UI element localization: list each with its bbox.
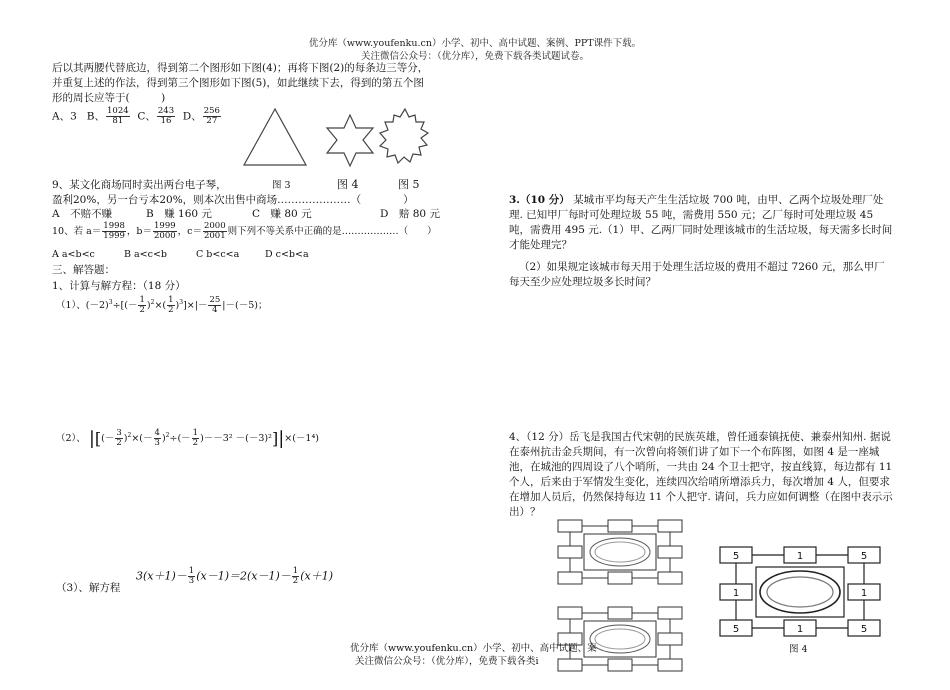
q3-title: 3.（10 分） <box>509 194 570 206</box>
q10-c-fraction: $\frac{2000}{2001}$ <box>203 221 226 241</box>
q8-option-d-label: D、 <box>182 110 202 123</box>
q4-body: 岳飞是我国古代宋朝的民族英雄，曾任通泰镇抚使、兼泰州知州. 据说在泰州抗击金兵期间，有一次曾向将领们讲了如下一个布阵图，如图 4 是一座城池，在城池的四周设了八个哨所，一共由 24 个卫士把守，按直线算，每边都有 11 个人，后来由于军情发生变化，连续四次给哨所增添兵力，每次增加 4 人，但要求在增加人员后，仍然保持每边 11 个人把守. 请问，兵力应如何调整（在图中表示示出）？ <box>509 431 893 518</box>
q3-text <box>509 193 895 253</box>
triangle-figure-3 <box>244 109 306 165</box>
fig4-caption: 图 4 <box>789 644 808 655</box>
q8-option-b-fraction: $\frac{1024}{81}$ <box>107 106 129 126</box>
q4-title: 4、（12 分） <box>509 431 570 443</box>
q10-option-d: D c<b<a <box>265 249 309 260</box>
q10-c-label: ，c＝ <box>177 226 202 237</box>
q9-option-b: B 赚 160 元 <box>146 208 212 220</box>
q9-option-c: C 赚 80 元 <box>252 208 312 220</box>
q4-text <box>509 430 895 520</box>
snowflake-figure-5 <box>380 109 428 163</box>
q8-options <box>52 107 222 126</box>
q9-option-d: D 赔 80 元 <box>380 208 440 220</box>
q8-option-d-fraction: $\frac{256}{27}$ <box>203 106 220 126</box>
fig4-bottom-left: 5 <box>732 624 740 635</box>
fig4-middle-right: 1 <box>860 588 868 599</box>
q10-option-a: A a<b<c <box>52 249 95 260</box>
figure-3-label: 图 3 <box>272 180 291 191</box>
figure-4-label: 图 4 <box>337 178 359 191</box>
q3-part-2: （2）如果规定该城市每天用于处理生活垃圾的费用不超过 7260 元，那么甲厂每天至少应处理垃圾多长时间？ <box>509 261 885 288</box>
q1-part-1: （1）、$(-2)^3\div[(-$ $\frac{1}{2}$ )$^2$×( $\frac{1}{2}$ )$^3$]×|－ $\frac{25}{4}$ |－(－5)； <box>56 295 268 315</box>
q8-option-b-label: B、 <box>86 110 105 123</box>
q9-option-a: A 不赔不赚 <box>52 208 113 220</box>
q10-question <box>52 222 437 241</box>
q10-b-fraction: $\frac{1999}{2000}$ <box>154 221 176 241</box>
q8-option-c-label: C、 <box>137 110 156 123</box>
footer-line-1: 优分库（www.youfenku.cn）小学、初中、高中试题、案 <box>350 643 597 654</box>
q10-prefix: 10、若 a＝ <box>52 226 102 237</box>
q1-2-rest: －3² －(－3)² <box>213 433 272 444</box>
q9-line-1: 9、某文化商场同时卖出两台电子琴， <box>52 179 227 191</box>
q10-suffix: 则下列不等关系中正确的是………………（ ） <box>227 226 437 237</box>
q8-option-c-fraction: $\frac{243}{16}$ <box>157 106 175 126</box>
fig4-top-left: 5 <box>732 551 740 562</box>
q1-2-label: （2）、 <box>56 433 86 444</box>
fig4-top-right: 5 <box>860 551 868 562</box>
q10-b-label: ，b＝ <box>126 226 153 237</box>
q10-option-b: B a<c<b <box>124 249 167 260</box>
q1-2-tail: ×(－1⁴) <box>284 433 319 444</box>
header-line-2: 关注微信公众号：（优分库），免费下载各类试题试卷。 <box>360 51 589 62</box>
q10-a-fraction: $\frac{1998}{1999}$ <box>103 221 125 241</box>
fig4-middle-left: 1 <box>732 588 740 599</box>
q1-title: 1、计算与解方程：（18 分） <box>52 280 186 292</box>
q1-part-3-equation: 3(x＋1)－ $\frac{1}{3}$ (x－1)＝2(x－1)－ $\frac{1}{2}$ (x＋1) <box>136 566 334 586</box>
fig4-top-middle: 1 <box>796 551 804 562</box>
q10-option-c: C b<c<a <box>196 249 240 260</box>
header-line-1: 优分库（www.youfenku.cn）小学、初中、高中试题、案例、PPT课件下载。 <box>308 38 642 49</box>
star-figure-4 <box>327 115 373 166</box>
fig4-bottom-right: 5 <box>860 624 868 635</box>
q8-option-a: A、3 <box>52 110 77 123</box>
q1-part-3-label: （3）、解方程 <box>56 582 121 594</box>
q3-body: 某城市平均每天产生生活垃圾 700 吨，由甲、乙两个垃圾处理厂处理. 已知甲厂每时可处理垃圾 55 吨，需费用 550 元；乙厂每时可处理垃圾 45 吨，需费用 495 元.（1）甲、乙两厂同时处理该城市的生活垃圾，每天需多长时间才能处理完？ <box>509 194 893 251</box>
q8-line-2: 并重复上述的作法，得到第三个图形如下图(5)，如此继续下去，得到的第五个图 <box>52 77 424 89</box>
figure-5-label: 图 5 <box>398 178 420 191</box>
footer-line-2: 关注微信公众号：（优分库），免费下载各类i <box>355 656 539 667</box>
q8-line-1: 后以其两腰代替底边，得到第二个图形如下图(4)；再将下图(2)的每条边三等分， <box>52 62 429 74</box>
q9-line-2: 盈利20%，另一台亏本20%，则本次出售中商场…………………（ ） <box>52 194 414 206</box>
fig4-bottom-middle: 1 <box>796 624 804 635</box>
fort-figure-4 <box>718 545 883 640</box>
empty-fort-diagram-1 <box>556 518 686 588</box>
q1-part-2: （2）、 |[(－ $\frac{3}{2}$ )$^2$×(－ $\frac{4}{3}$ )$^2$÷(－ $\frac{1}{2}$ )－－3² －(－3)²]|×(－1⁴) <box>56 428 319 449</box>
section-3-title: 三、解答题： <box>52 264 115 276</box>
q1-1-label: （1）、 <box>56 300 86 311</box>
q8-line-3: 形的周长应等于( ) <box>52 92 166 104</box>
koch-figures <box>238 103 443 178</box>
